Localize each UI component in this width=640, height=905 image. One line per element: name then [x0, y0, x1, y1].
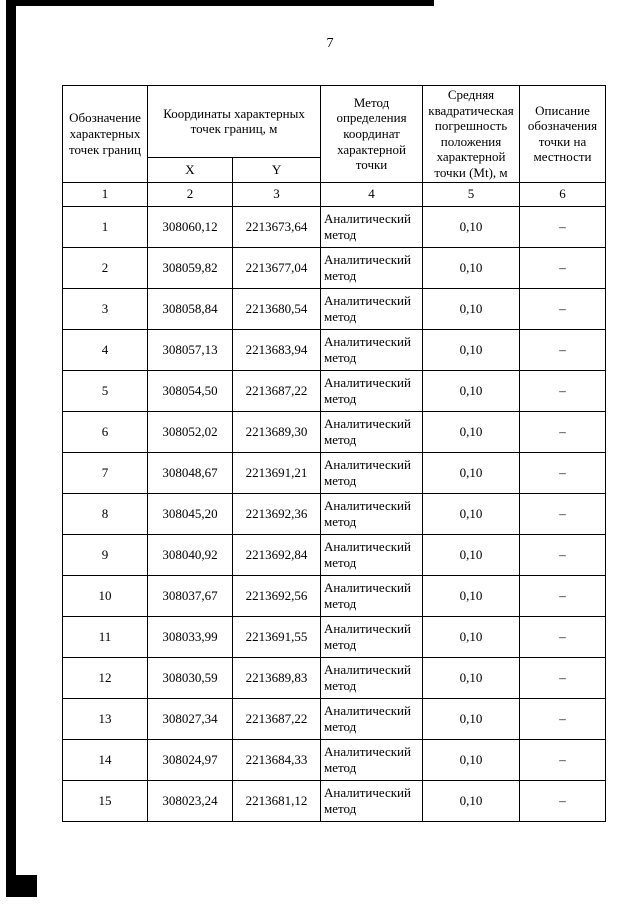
cell-x-coordinate: 308040,92: [148, 534, 233, 575]
cell-error: 0,10: [423, 247, 520, 288]
cell-description: –: [520, 247, 606, 288]
scan-artifact-left-edge: [6, 0, 16, 889]
cell-error: 0,10: [423, 206, 520, 247]
cell-point-number: 15: [63, 780, 148, 821]
cell-x-coordinate: 308054,50: [148, 370, 233, 411]
cell-y-coordinate: 2213687,22: [233, 370, 321, 411]
cell-x-coordinate: 308048,67: [148, 452, 233, 493]
coordinates-table: [62, 85, 606, 822]
cell-error: 0,10: [423, 370, 520, 411]
cell-y-coordinate: 2213692,84: [233, 534, 321, 575]
cell-method: Аналитический метод: [321, 657, 423, 698]
cell-y-coordinate: 2213692,36: [233, 493, 321, 534]
cell-description: –: [520, 493, 606, 534]
cell-x-coordinate: 308024,97: [148, 739, 233, 780]
cell-method: Аналитический метод: [321, 534, 423, 575]
cell-y-coordinate: 2213691,21: [233, 452, 321, 493]
cell-x-coordinate: 308060,12: [148, 206, 233, 247]
cell-error: 0,10: [423, 452, 520, 493]
cell-point-number: 14: [63, 739, 148, 780]
cell-x-coordinate: 308045,20: [148, 493, 233, 534]
scan-artifact-top-edge: [6, 0, 434, 6]
cell-y-coordinate: 2213684,33: [233, 739, 321, 780]
column-number-cell: 3: [233, 182, 321, 206]
cell-point-number: 9: [63, 534, 148, 575]
cell-x-coordinate: 308052,02: [148, 411, 233, 452]
table-row: [63, 370, 606, 411]
header-point-designation: Обозначение характерных точек границ: [63, 86, 148, 183]
cell-method: Аналитический метод: [321, 698, 423, 739]
cell-y-coordinate: 2213692,56: [233, 575, 321, 616]
cell-x-coordinate: 308057,13: [148, 329, 233, 370]
cell-error: 0,10: [423, 534, 520, 575]
cell-point-number: 6: [63, 411, 148, 452]
cell-description: –: [520, 534, 606, 575]
cell-x-coordinate: 308058,84: [148, 288, 233, 329]
header-method: Метод определения координат характерной точки: [321, 86, 423, 183]
cell-description: –: [520, 780, 606, 821]
column-number-cell: 6: [520, 182, 606, 206]
cell-point-number: 12: [63, 657, 148, 698]
cell-y-coordinate: 2213673,64: [233, 206, 321, 247]
cell-y-coordinate: 2213683,94: [233, 329, 321, 370]
cell-x-coordinate: 308059,82: [148, 247, 233, 288]
table-row: [63, 780, 606, 821]
cell-point-number: 4: [63, 329, 148, 370]
cell-x-coordinate: 308033,99: [148, 616, 233, 657]
cell-point-number: 1: [63, 206, 148, 247]
column-number-cell: 5: [423, 182, 520, 206]
cell-description: –: [520, 616, 606, 657]
cell-method: Аналитический метод: [321, 739, 423, 780]
cell-y-coordinate: 2213677,04: [233, 247, 321, 288]
cell-description: –: [520, 411, 606, 452]
cell-point-number: 3: [63, 288, 148, 329]
cell-y-coordinate: 2213687,22: [233, 698, 321, 739]
column-numbers-row: [63, 182, 606, 206]
cell-method: Аналитический метод: [321, 288, 423, 329]
cell-description: –: [520, 288, 606, 329]
table-row: [63, 657, 606, 698]
column-number-cell: 2: [148, 182, 233, 206]
cell-method: Аналитический метод: [321, 370, 423, 411]
cell-method: Аналитический метод: [321, 616, 423, 657]
table-row: [63, 247, 606, 288]
cell-error: 0,10: [423, 698, 520, 739]
header-description: Описание обозначения точки на местности: [520, 86, 606, 183]
cell-method: Аналитический метод: [321, 493, 423, 534]
cell-error: 0,10: [423, 288, 520, 329]
cell-description: –: [520, 698, 606, 739]
cell-y-coordinate: 2213689,30: [233, 411, 321, 452]
cell-y-coordinate: 2213681,12: [233, 780, 321, 821]
table-row: [63, 206, 606, 247]
cell-method: Аналитический метод: [321, 780, 423, 821]
table-header: [63, 86, 606, 207]
table-row: [63, 575, 606, 616]
cell-point-number: 11: [63, 616, 148, 657]
table-row: [63, 493, 606, 534]
table-row: [63, 288, 606, 329]
cell-point-number: 8: [63, 493, 148, 534]
header-y: Y: [233, 157, 321, 182]
cell-method: Аналитический метод: [321, 247, 423, 288]
cell-y-coordinate: 2213680,54: [233, 288, 321, 329]
column-number-cell: 1: [63, 182, 148, 206]
cell-method: Аналитический метод: [321, 452, 423, 493]
cell-description: –: [520, 657, 606, 698]
cell-error: 0,10: [423, 493, 520, 534]
cell-x-coordinate: 308023,24: [148, 780, 233, 821]
header-error: Средняя квадратическая погрешность положения характерной точки (Mt), м: [423, 86, 520, 183]
header-row-main: [63, 86, 606, 158]
header-x: X: [148, 157, 233, 182]
cell-y-coordinate: 2213691,55: [233, 616, 321, 657]
cell-error: 0,10: [423, 780, 520, 821]
table-row: [63, 534, 606, 575]
cell-description: –: [520, 739, 606, 780]
cell-method: Аналитический метод: [321, 329, 423, 370]
cell-method: Аналитический метод: [321, 206, 423, 247]
cell-point-number: 10: [63, 575, 148, 616]
cell-description: –: [520, 575, 606, 616]
cell-x-coordinate: 308037,67: [148, 575, 233, 616]
table-row: [63, 616, 606, 657]
cell-method: Аналитический метод: [321, 411, 423, 452]
cell-method: Аналитический метод: [321, 575, 423, 616]
cell-point-number: 5: [63, 370, 148, 411]
cell-error: 0,10: [423, 739, 520, 780]
table-row: [63, 411, 606, 452]
scan-artifact-bottom-left: [6, 875, 37, 897]
cell-point-number: 7: [63, 452, 148, 493]
table-row: [63, 698, 606, 739]
cell-x-coordinate: 308027,34: [148, 698, 233, 739]
table-row: [63, 739, 606, 780]
cell-point-number: 2: [63, 247, 148, 288]
table-body: [63, 206, 606, 821]
cell-y-coordinate: 2213689,83: [233, 657, 321, 698]
cell-description: –: [520, 452, 606, 493]
cell-point-number: 13: [63, 698, 148, 739]
cell-error: 0,10: [423, 657, 520, 698]
page-number: 7: [326, 36, 334, 51]
cell-error: 0,10: [423, 329, 520, 370]
cell-x-coordinate: 308030,59: [148, 657, 233, 698]
cell-description: –: [520, 206, 606, 247]
cell-error: 0,10: [423, 575, 520, 616]
cell-description: –: [520, 370, 606, 411]
column-number-cell: 4: [321, 182, 423, 206]
cell-error: 0,10: [423, 411, 520, 452]
header-coordinates: Координаты характерных точек границ, м: [148, 86, 321, 158]
cell-error: 0,10: [423, 616, 520, 657]
cell-description: –: [520, 329, 606, 370]
table-row: [63, 329, 606, 370]
table-row: [63, 452, 606, 493]
